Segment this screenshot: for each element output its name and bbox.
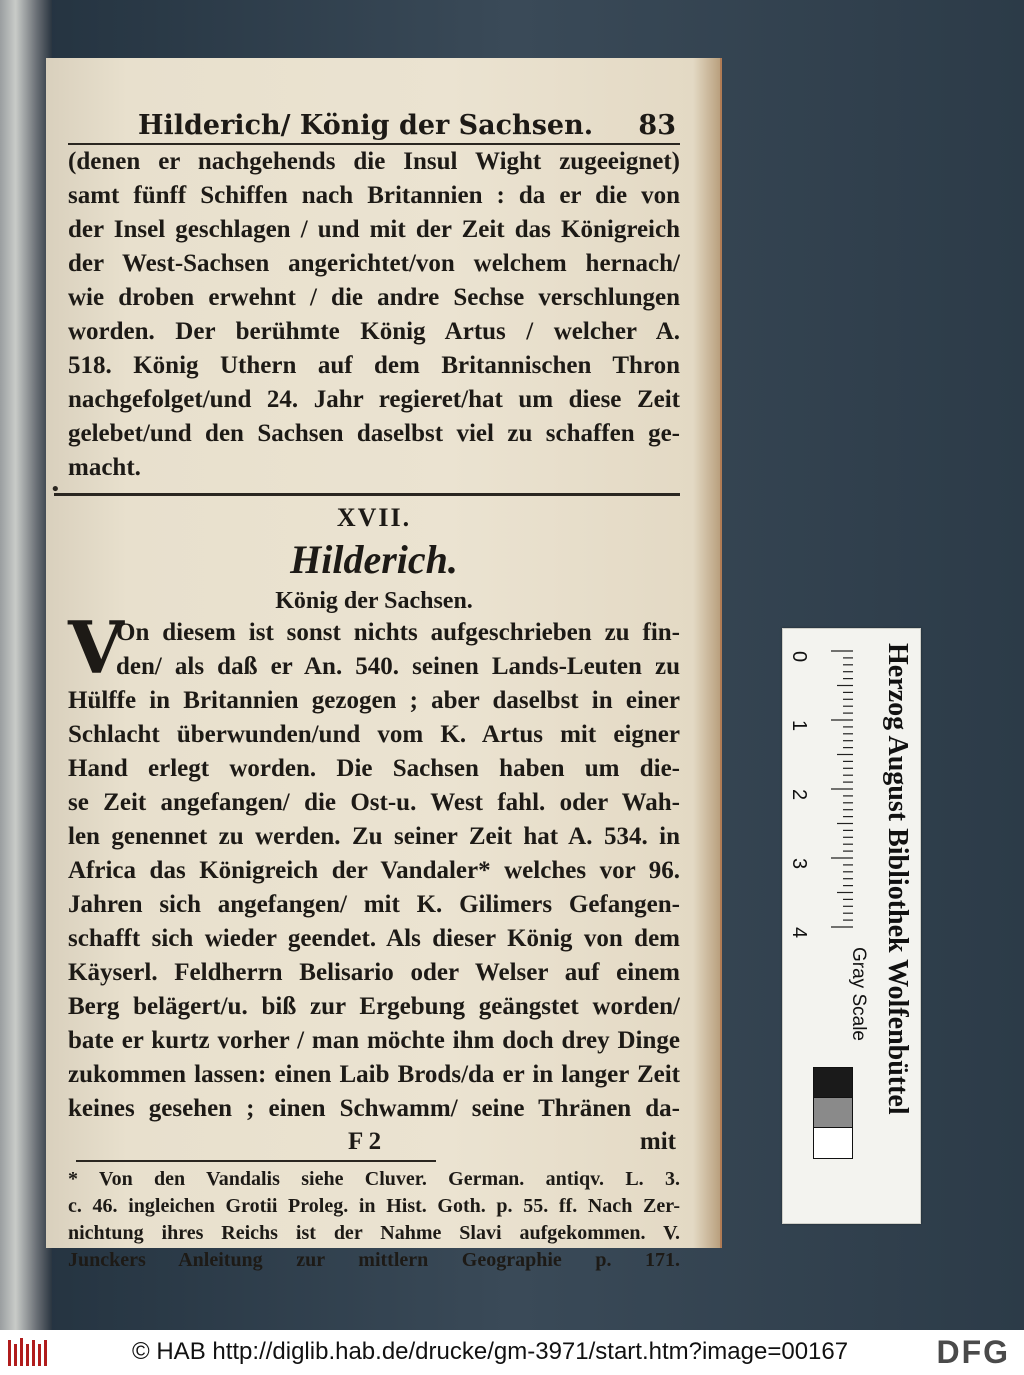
- text-line: 518. König Uthern auf dem Britannischen Thron: [68, 352, 680, 379]
- text-line: Schlacht überwunden/und vom K. Artus mit eigner: [68, 721, 680, 748]
- section-number: XVII.: [336, 503, 412, 532]
- credit-link[interactable]: © HAB http://diglib.hab.de/drucke/gm-3971/start.htm?image=00167: [132, 1338, 849, 1365]
- signature-mark: F 2: [348, 1128, 382, 1155]
- text-line: se Zeit angefangen/ die Ost-u. West fahl. oder Wah-: [68, 789, 680, 816]
- body-paragraph: [68, 684, 680, 1126]
- footnote-line: c. 46. ingleichen Grotii Proleg. in Hist. Goth. p. 55. ff. Nach Zer-: [68, 1195, 680, 1217]
- text-line: nachgefolget/und 24. Jahr regieret/hat um diese Zeit: [68, 386, 680, 413]
- gray-swatch-light: [813, 1127, 853, 1159]
- ruler-number: 1: [788, 720, 810, 732]
- book-spine-edge: [0, 0, 52, 1330]
- initial-lines: [116, 616, 680, 684]
- text-line: bate er kurtz vorher / man möchte ihm doch drey Dinge: [68, 1027, 680, 1054]
- text-line: samt fünff Schiffen nach Britannien : da er die von: [68, 182, 680, 209]
- text-line: (denen er nachgehends die Insul Wight zugeeignet): [68, 148, 680, 175]
- ruler-number: 4: [788, 927, 810, 939]
- text-line: macht.: [68, 454, 141, 481]
- footer-bar: [0, 1330, 1024, 1375]
- ruler-number: 3: [788, 858, 810, 870]
- dfg-logo: DFG: [936, 1334, 1010, 1370]
- text-line: worden. Der berühmte König Artus / welcher A.: [68, 318, 680, 345]
- running-head-title: Hilderich/ König der Sachsen.: [138, 110, 594, 141]
- text-line: keines gesehen ; einen Schwamm/ seine Thränen da-: [68, 1095, 680, 1122]
- initial-paragraph: [68, 605, 680, 690]
- gray-swatch-mid: [813, 1097, 853, 1129]
- gray-swatch-dark: [813, 1067, 853, 1099]
- text-line: den/ als daß er An. 540. seinen Lands-Leuten zu: [116, 653, 680, 680]
- hab-logo-icon: [6, 1336, 52, 1370]
- ruler-number: 2: [788, 789, 810, 801]
- catchword: mit: [639, 1128, 676, 1155]
- text-line: schafft sich wieder geendet. Als dieser König von dem: [68, 925, 680, 952]
- running-head: [68, 110, 680, 141]
- page-number: 83: [638, 110, 676, 141]
- footnote-line: * Von den Vandalis siehe Cluver. German. antiqv. L. 3.: [68, 1168, 680, 1190]
- text-line: gelebet/und den Sachsen daselbst viel zu schaffen ge-: [68, 420, 680, 447]
- section-rule: [54, 493, 680, 496]
- drop-cap: V: [68, 605, 124, 690]
- text-line: Berg belägert/u. biß zur Ergebung geängstet worden/: [68, 993, 680, 1020]
- text-line: On diesem ist sonst nichts aufgeschrieben zu fin-: [116, 619, 680, 646]
- footnote: [68, 1166, 680, 1274]
- footnote-rule: [76, 1160, 436, 1162]
- footnote-line: nichtung ihres Reichs ist der Nahme Slavi aufgekommen. V.: [68, 1222, 680, 1244]
- top-paragraph: [68, 145, 680, 485]
- section-subtitle: König der Sachsen.: [275, 588, 473, 614]
- signature-line: [68, 1126, 680, 1158]
- text-line: Hand erlegt worden. Die Sachsen haben um die-: [68, 755, 680, 782]
- text-line: zukommen lassen: einen Laib Brods/da er in langer Zeit: [68, 1061, 680, 1088]
- scale-ruler: [782, 628, 921, 1224]
- text-line: Africa das Königreich der Vandaler* welches vor 96.: [68, 857, 680, 884]
- text-line: wie droben erwehnt / die andre Sechse verschlungen: [68, 284, 680, 311]
- text-line: Käyserl. Feldherrn Belisario oder Welser auf einem: [68, 959, 680, 986]
- text-line: Hülffe in Britannien gezogen ; aber daselbst in einer: [68, 687, 680, 714]
- page-content: [68, 110, 680, 1274]
- section-title: Hilderich.: [290, 537, 458, 582]
- book-page: [46, 58, 720, 1271]
- text-line: len genennet zu werden. Zu seiner Zeit hat A. 534. in: [68, 823, 680, 850]
- footnote-line: Junckers Anleitung zur mittlern Geographie p. 171.: [68, 1249, 680, 1271]
- text-line: der Insel geschlagen / und mit der Zeit das Königreich: [68, 216, 680, 243]
- text-line: der West-Sachsen angerichtet/von welchem hernach/: [68, 250, 680, 277]
- text-line: Jahren sich angefangen/ mit K. Gilimers Gefangen-: [68, 891, 680, 918]
- ruler-title: Herzog August Bibliothek Wolfenbüttel: [882, 643, 913, 1115]
- ruler-number: 0: [788, 651, 810, 663]
- gray-scale-label: Gray Scale: [848, 947, 869, 1041]
